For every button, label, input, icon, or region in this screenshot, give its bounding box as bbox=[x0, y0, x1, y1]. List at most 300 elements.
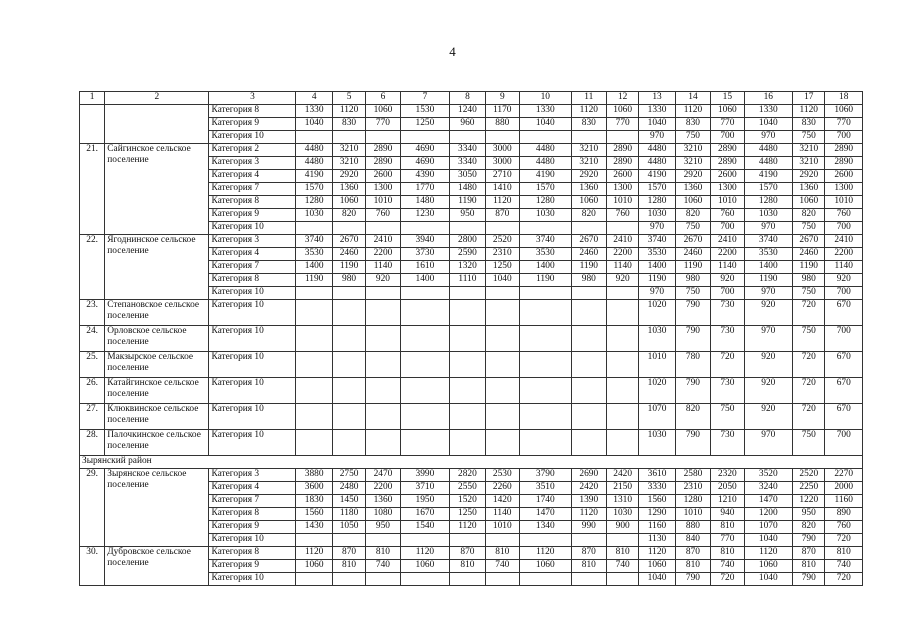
value-cell bbox=[366, 131, 400, 144]
value-cell bbox=[520, 326, 572, 352]
value-cell: 1180 bbox=[332, 508, 365, 521]
value-cell: 810 bbox=[366, 547, 400, 560]
value-cell: 1050 bbox=[332, 521, 365, 534]
value-cell: 2420 bbox=[606, 469, 638, 482]
value-cell: 2710 bbox=[485, 170, 519, 183]
value-cell: 810 bbox=[571, 560, 606, 573]
value-cell: 1340 bbox=[520, 521, 572, 534]
value-cell: 1120 bbox=[571, 508, 606, 521]
value-cell: 1310 bbox=[606, 495, 638, 508]
row-index: 27. bbox=[80, 404, 105, 430]
value-cell: 2890 bbox=[711, 144, 744, 157]
category-cell: Категория 7 bbox=[209, 261, 296, 274]
section-row bbox=[80, 456, 863, 469]
value-cell: 1570 bbox=[639, 183, 675, 196]
value-cell: 4390 bbox=[400, 170, 450, 183]
value-cell bbox=[366, 300, 400, 326]
value-cell: 3000 bbox=[485, 157, 519, 170]
value-cell: 1040 bbox=[296, 118, 332, 131]
value-cell: 2410 bbox=[366, 235, 400, 248]
value-cell bbox=[400, 326, 450, 352]
settlement-name: Зырянское сельское поселение bbox=[105, 469, 209, 547]
value-cell: 890 bbox=[825, 508, 863, 521]
row-index: 22. bbox=[80, 235, 105, 300]
value-cell: 700 bbox=[825, 222, 863, 235]
value-cell: 810 bbox=[450, 560, 485, 573]
value-cell bbox=[571, 300, 606, 326]
value-cell: 980 bbox=[332, 274, 365, 287]
value-cell bbox=[450, 378, 485, 404]
table-row bbox=[80, 469, 863, 482]
value-cell: 720 bbox=[825, 534, 863, 547]
value-cell bbox=[296, 573, 332, 586]
value-cell: 2800 bbox=[450, 235, 485, 248]
value-cell: 880 bbox=[485, 118, 519, 131]
value-cell: 4190 bbox=[639, 170, 675, 183]
value-cell: 2470 bbox=[366, 469, 400, 482]
column-header: 9 bbox=[485, 92, 519, 105]
value-cell: 760 bbox=[711, 209, 744, 222]
value-cell: 1060 bbox=[366, 105, 400, 118]
value-cell bbox=[485, 326, 519, 352]
value-cell: 1300 bbox=[606, 183, 638, 196]
value-cell: 3740 bbox=[520, 235, 572, 248]
value-cell: 1220 bbox=[793, 495, 825, 508]
value-cell: 2670 bbox=[332, 235, 365, 248]
value-cell bbox=[520, 378, 572, 404]
value-cell bbox=[520, 287, 572, 300]
value-cell bbox=[332, 287, 365, 300]
row-index: 29. bbox=[80, 469, 105, 547]
value-cell: 1190 bbox=[450, 196, 485, 209]
category-cell: Категория 3 bbox=[209, 469, 296, 482]
value-cell: 2600 bbox=[711, 170, 744, 183]
table-row bbox=[80, 235, 863, 248]
value-cell bbox=[571, 404, 606, 430]
value-cell: 1300 bbox=[366, 183, 400, 196]
value-cell: 1010 bbox=[485, 521, 519, 534]
value-cell: 970 bbox=[744, 131, 793, 144]
value-cell: 750 bbox=[793, 430, 825, 456]
value-cell bbox=[296, 430, 332, 456]
value-cell bbox=[571, 352, 606, 378]
value-cell bbox=[366, 326, 400, 352]
value-cell bbox=[400, 131, 450, 144]
settlement-name: Ягоднинское сельское поселение bbox=[105, 235, 209, 300]
value-cell: 830 bbox=[332, 118, 365, 131]
value-cell: 1360 bbox=[332, 183, 365, 196]
value-cell: 3510 bbox=[520, 482, 572, 495]
row-index: 24. bbox=[80, 326, 105, 352]
value-cell: 1120 bbox=[520, 547, 572, 560]
value-cell bbox=[296, 534, 332, 547]
value-cell: 700 bbox=[825, 287, 863, 300]
column-header: 2 bbox=[105, 92, 209, 105]
value-cell: 700 bbox=[825, 131, 863, 144]
value-cell: 1610 bbox=[400, 261, 450, 274]
value-cell: 2270 bbox=[825, 469, 863, 482]
value-cell: 3340 bbox=[450, 144, 485, 157]
value-cell: 1480 bbox=[400, 196, 450, 209]
value-cell: 820 bbox=[793, 521, 825, 534]
value-cell bbox=[485, 534, 519, 547]
value-cell: 990 bbox=[571, 521, 606, 534]
value-cell: 1030 bbox=[606, 508, 638, 521]
value-cell: 3740 bbox=[639, 235, 675, 248]
category-cell: Категория 10 bbox=[209, 131, 296, 144]
value-cell: 730 bbox=[711, 378, 744, 404]
value-cell: 1030 bbox=[639, 326, 675, 352]
value-cell: 840 bbox=[675, 534, 710, 547]
value-cell: 2460 bbox=[332, 248, 365, 261]
value-cell bbox=[366, 430, 400, 456]
value-cell: 2320 bbox=[711, 469, 744, 482]
value-cell: 790 bbox=[793, 573, 825, 586]
value-cell bbox=[366, 534, 400, 547]
category-cell: Категория 4 bbox=[209, 248, 296, 261]
value-cell: 1360 bbox=[793, 183, 825, 196]
value-cell bbox=[606, 222, 638, 235]
value-cell: 820 bbox=[793, 209, 825, 222]
value-cell: 1280 bbox=[639, 196, 675, 209]
value-cell: 790 bbox=[675, 430, 710, 456]
value-cell: 1120 bbox=[485, 196, 519, 209]
settlement-name: Орловское сельское поселение bbox=[105, 326, 209, 352]
value-cell: 1360 bbox=[571, 183, 606, 196]
section-title: Зырянский район bbox=[80, 456, 863, 469]
value-cell bbox=[400, 222, 450, 235]
category-cell: Категория 4 bbox=[209, 482, 296, 495]
value-cell: 1330 bbox=[744, 105, 793, 118]
value-cell bbox=[606, 573, 638, 586]
value-cell: 820 bbox=[571, 209, 606, 222]
value-cell: 2150 bbox=[606, 482, 638, 495]
table-row bbox=[80, 352, 863, 378]
value-cell: 720 bbox=[793, 352, 825, 378]
value-cell: 3530 bbox=[520, 248, 572, 261]
value-cell: 2260 bbox=[485, 482, 519, 495]
category-cell: Категория 8 bbox=[209, 508, 296, 521]
value-cell bbox=[450, 430, 485, 456]
value-cell: 790 bbox=[793, 534, 825, 547]
value-cell: 810 bbox=[485, 547, 519, 560]
value-cell: 3050 bbox=[450, 170, 485, 183]
value-cell: 750 bbox=[675, 287, 710, 300]
value-cell: 720 bbox=[825, 573, 863, 586]
value-cell: 2890 bbox=[711, 157, 744, 170]
value-cell bbox=[332, 222, 365, 235]
value-cell: 700 bbox=[711, 287, 744, 300]
value-cell bbox=[400, 430, 450, 456]
value-cell: 1060 bbox=[639, 560, 675, 573]
value-cell: 2460 bbox=[793, 248, 825, 261]
value-cell: 3000 bbox=[485, 144, 519, 157]
value-cell: 1280 bbox=[744, 196, 793, 209]
value-cell: 730 bbox=[711, 326, 744, 352]
value-cell: 4480 bbox=[520, 144, 572, 157]
value-cell: 870 bbox=[485, 209, 519, 222]
value-cell: 1040 bbox=[639, 118, 675, 131]
value-cell bbox=[520, 352, 572, 378]
value-cell: 1070 bbox=[639, 404, 675, 430]
category-cell: Категория 3 bbox=[209, 235, 296, 248]
value-cell bbox=[400, 534, 450, 547]
value-cell: 2890 bbox=[606, 144, 638, 157]
value-cell: 3210 bbox=[332, 157, 365, 170]
value-cell: 4480 bbox=[639, 144, 675, 157]
value-cell: 870 bbox=[450, 547, 485, 560]
value-cell: 810 bbox=[825, 547, 863, 560]
value-cell: 770 bbox=[366, 118, 400, 131]
value-cell bbox=[450, 287, 485, 300]
value-cell bbox=[485, 352, 519, 378]
category-cell: Категория 9 bbox=[209, 209, 296, 222]
value-cell: 2310 bbox=[485, 248, 519, 261]
column-header: 6 bbox=[366, 92, 400, 105]
category-cell: Категория 8 bbox=[209, 105, 296, 118]
value-cell: 4690 bbox=[400, 157, 450, 170]
value-cell: 920 bbox=[744, 352, 793, 378]
value-cell: 3330 bbox=[639, 482, 675, 495]
value-cell: 1120 bbox=[744, 547, 793, 560]
value-cell: 1010 bbox=[606, 196, 638, 209]
value-cell: 1250 bbox=[485, 261, 519, 274]
value-cell: 1190 bbox=[793, 261, 825, 274]
value-cell: 4190 bbox=[520, 170, 572, 183]
value-cell: 740 bbox=[485, 560, 519, 573]
value-cell: 1120 bbox=[296, 547, 332, 560]
value-cell: 2050 bbox=[711, 482, 744, 495]
value-cell: 790 bbox=[675, 326, 710, 352]
value-cell: 1120 bbox=[793, 105, 825, 118]
value-cell: 670 bbox=[825, 300, 863, 326]
column-header: 17 bbox=[793, 92, 825, 105]
value-cell: 820 bbox=[332, 209, 365, 222]
value-cell bbox=[485, 222, 519, 235]
value-cell: 1120 bbox=[332, 105, 365, 118]
value-cell bbox=[400, 378, 450, 404]
value-cell: 920 bbox=[744, 300, 793, 326]
value-cell: 1010 bbox=[366, 196, 400, 209]
value-cell: 970 bbox=[744, 287, 793, 300]
value-cell: 1010 bbox=[639, 352, 675, 378]
value-cell: 1200 bbox=[744, 508, 793, 521]
column-header: 4 bbox=[296, 92, 332, 105]
value-cell bbox=[520, 430, 572, 456]
value-cell: 1030 bbox=[639, 430, 675, 456]
table-row bbox=[80, 105, 863, 118]
value-cell: 720 bbox=[793, 404, 825, 430]
value-cell bbox=[296, 404, 332, 430]
value-cell: 2520 bbox=[793, 469, 825, 482]
category-cell: Категория 9 bbox=[209, 560, 296, 573]
value-cell: 1080 bbox=[366, 508, 400, 521]
value-cell: 750 bbox=[675, 131, 710, 144]
value-cell bbox=[366, 378, 400, 404]
value-cell: 750 bbox=[793, 326, 825, 352]
value-cell: 1010 bbox=[675, 508, 710, 521]
value-cell: 740 bbox=[825, 560, 863, 573]
value-cell: 970 bbox=[744, 430, 793, 456]
value-cell: 810 bbox=[711, 521, 744, 534]
value-cell: 1030 bbox=[520, 209, 572, 222]
value-cell: 2920 bbox=[332, 170, 365, 183]
value-cell: 870 bbox=[793, 547, 825, 560]
value-cell: 3790 bbox=[520, 469, 572, 482]
value-cell bbox=[571, 222, 606, 235]
value-cell: 1250 bbox=[450, 508, 485, 521]
value-cell: 810 bbox=[711, 547, 744, 560]
row-index bbox=[80, 105, 105, 144]
value-cell: 700 bbox=[825, 326, 863, 352]
value-cell: 970 bbox=[639, 222, 675, 235]
value-cell: 980 bbox=[675, 274, 710, 287]
value-cell: 3520 bbox=[744, 469, 793, 482]
value-cell: 2890 bbox=[825, 157, 863, 170]
value-cell: 970 bbox=[639, 131, 675, 144]
value-cell: 2670 bbox=[793, 235, 825, 248]
column-header: 15 bbox=[711, 92, 744, 105]
value-cell: 1060 bbox=[400, 560, 450, 573]
value-cell: 2460 bbox=[571, 248, 606, 261]
value-cell bbox=[606, 352, 638, 378]
value-cell: 4190 bbox=[296, 170, 332, 183]
value-cell bbox=[296, 222, 332, 235]
category-cell: Категория 9 bbox=[209, 521, 296, 534]
value-cell: 1570 bbox=[744, 183, 793, 196]
value-cell: 2890 bbox=[366, 157, 400, 170]
value-cell bbox=[400, 300, 450, 326]
value-cell: 830 bbox=[793, 118, 825, 131]
value-cell: 1320 bbox=[450, 261, 485, 274]
value-cell: 810 bbox=[793, 560, 825, 573]
value-cell: 4480 bbox=[296, 144, 332, 157]
value-cell: 1060 bbox=[520, 560, 572, 573]
value-cell: 1060 bbox=[744, 560, 793, 573]
value-cell bbox=[571, 534, 606, 547]
value-cell: 870 bbox=[571, 547, 606, 560]
value-cell: 770 bbox=[711, 534, 744, 547]
value-cell: 2310 bbox=[675, 482, 710, 495]
value-cell: 1410 bbox=[485, 183, 519, 196]
value-cell: 1070 bbox=[744, 521, 793, 534]
value-cell: 1480 bbox=[450, 183, 485, 196]
table-row bbox=[80, 300, 863, 326]
value-cell: 2410 bbox=[825, 235, 863, 248]
value-cell: 2200 bbox=[366, 248, 400, 261]
value-cell: 870 bbox=[675, 547, 710, 560]
value-cell: 820 bbox=[675, 209, 710, 222]
value-cell: 1470 bbox=[520, 508, 572, 521]
category-cell: Категория 9 bbox=[209, 118, 296, 131]
value-cell bbox=[332, 534, 365, 547]
value-cell: 960 bbox=[450, 118, 485, 131]
value-cell bbox=[296, 352, 332, 378]
value-cell: 1400 bbox=[639, 261, 675, 274]
value-cell bbox=[332, 131, 365, 144]
value-cell bbox=[332, 404, 365, 430]
value-cell bbox=[606, 300, 638, 326]
value-cell: 1360 bbox=[675, 183, 710, 196]
value-cell: 2530 bbox=[485, 469, 519, 482]
settlement-name: Дубровское сельское поселение bbox=[105, 547, 209, 586]
value-cell: 1570 bbox=[520, 183, 572, 196]
value-cell: 1060 bbox=[711, 105, 744, 118]
value-cell: 2920 bbox=[571, 170, 606, 183]
value-cell: 3740 bbox=[296, 235, 332, 248]
value-cell bbox=[606, 326, 638, 352]
value-cell bbox=[571, 131, 606, 144]
settlement-name: Макзырское сельское поселение bbox=[105, 352, 209, 378]
value-cell bbox=[485, 378, 519, 404]
category-cell: Категория 8 bbox=[209, 547, 296, 560]
row-index: 30. bbox=[80, 547, 105, 586]
value-cell bbox=[366, 573, 400, 586]
value-cell: 970 bbox=[639, 287, 675, 300]
table-row bbox=[80, 326, 863, 352]
value-cell: 1140 bbox=[711, 261, 744, 274]
column-header: 14 bbox=[675, 92, 710, 105]
value-cell: 2550 bbox=[450, 482, 485, 495]
value-cell: 3600 bbox=[296, 482, 332, 495]
value-cell: 1040 bbox=[744, 118, 793, 131]
value-cell: 2410 bbox=[606, 235, 638, 248]
value-cell: 1330 bbox=[520, 105, 572, 118]
value-cell: 950 bbox=[450, 209, 485, 222]
settlement-name: Клюквинское сельское поселение bbox=[105, 404, 209, 430]
value-cell bbox=[332, 573, 365, 586]
value-cell: 3710 bbox=[400, 482, 450, 495]
value-cell: 2200 bbox=[606, 248, 638, 261]
value-cell: 2750 bbox=[332, 469, 365, 482]
value-cell bbox=[400, 573, 450, 586]
value-cell: 2200 bbox=[825, 248, 863, 261]
table-row bbox=[80, 378, 863, 404]
category-cell: Категория 10 bbox=[209, 534, 296, 547]
value-cell: 740 bbox=[711, 560, 744, 573]
value-cell: 1400 bbox=[520, 261, 572, 274]
value-cell: 3210 bbox=[571, 157, 606, 170]
column-header: 3 bbox=[209, 92, 296, 105]
value-cell bbox=[296, 378, 332, 404]
value-cell: 810 bbox=[675, 560, 710, 573]
value-cell: 2670 bbox=[675, 235, 710, 248]
value-cell: 750 bbox=[793, 222, 825, 235]
value-cell: 3210 bbox=[675, 157, 710, 170]
value-cell: 1250 bbox=[400, 118, 450, 131]
column-header: 10 bbox=[520, 92, 572, 105]
value-cell: 770 bbox=[825, 118, 863, 131]
value-cell bbox=[520, 131, 572, 144]
settlement-name: Сайгинское сельское поселение bbox=[105, 144, 209, 235]
value-cell: 1190 bbox=[571, 261, 606, 274]
value-cell: 920 bbox=[744, 404, 793, 430]
category-cell: Категория 10 bbox=[209, 222, 296, 235]
value-cell: 1950 bbox=[400, 495, 450, 508]
column-header: 12 bbox=[606, 92, 638, 105]
value-cell: 4480 bbox=[744, 144, 793, 157]
value-cell: 1330 bbox=[296, 105, 332, 118]
value-cell: 1190 bbox=[296, 274, 332, 287]
category-cell: Категория 10 bbox=[209, 300, 296, 326]
row-index: 25. bbox=[80, 352, 105, 378]
value-cell: 790 bbox=[675, 300, 710, 326]
value-cell: 2000 bbox=[825, 482, 863, 495]
value-cell: 670 bbox=[825, 404, 863, 430]
value-cell: 940 bbox=[711, 508, 744, 521]
value-cell: 1020 bbox=[639, 378, 675, 404]
value-cell: 900 bbox=[606, 521, 638, 534]
